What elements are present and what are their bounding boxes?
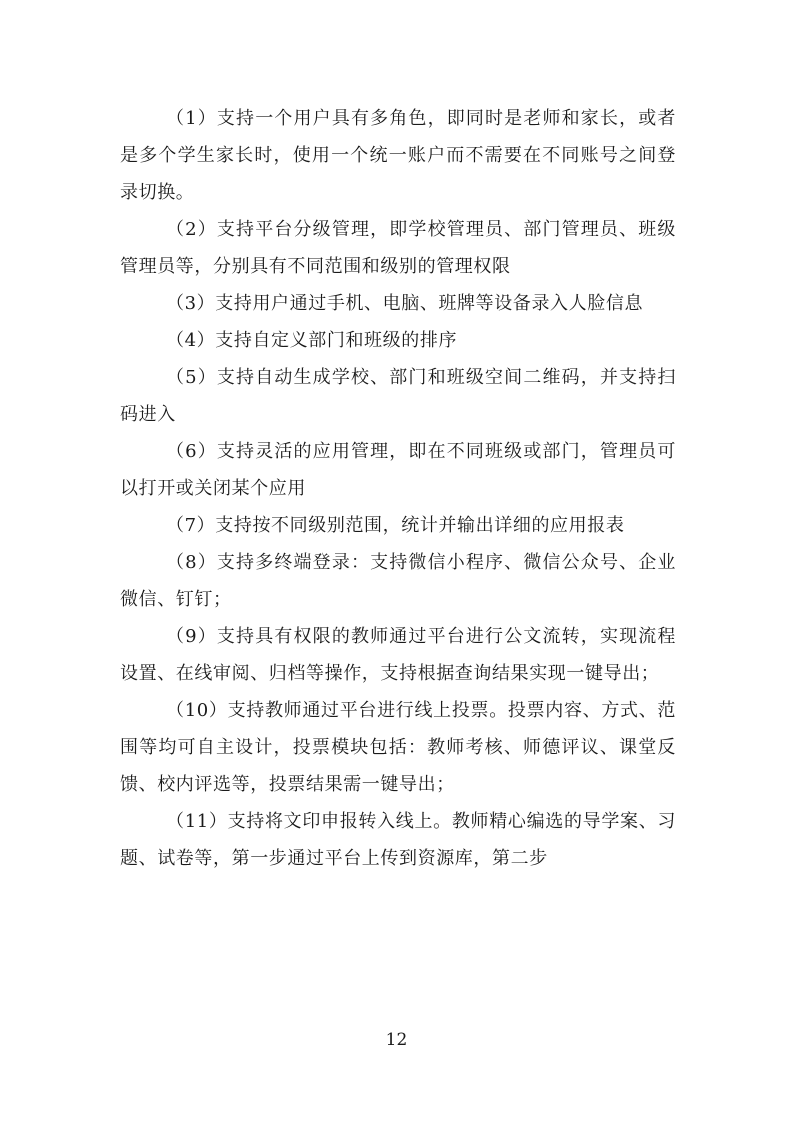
body-text: [120, 100, 676, 877]
paragraph-1: （1）支持一个用户具有多角色，即同时是老师和家长，或者是多个学生家长时，使用一个统一账户而不需要在不同账号之间登录切换。: [120, 108, 676, 203]
paragraph-4: （4）支持自定义部门和班级的排序: [166, 330, 458, 351]
paragraph-10: （10）支持教师通过平台进行线上投票。投票内容、方式、范围等均可自主设计，投票模块包括：教师考核、师德评议、课堂反馈、校内评选等，投票结果需一键导出；: [120, 700, 676, 795]
paragraph-5: （5）支持自动生成学校、部门和班级空间二维码，并支持扫码进入: [120, 367, 676, 425]
paragraph-7: （7）支持按不同级别范围，统计并输出详细的应用报表: [166, 515, 625, 536]
paragraph-3: （3）支持用户通过手机、电脑、班牌等设备录入人脸信息: [166, 293, 644, 314]
paragraph-2: （2）支持平台分级管理，即学校管理员、部门管理员、班级管理员等，分别具有不同范围和级别的管理权限: [120, 219, 676, 277]
paragraph-8: （8）支持多终端登录：支持微信小程序、微信公众号、企业微信、钉钉；: [120, 552, 676, 610]
paragraph-11: （11）支持将文印申报转入线上。教师精心编选的导学案、习题、试卷等，第一步通过平台上传到资源库，第二步: [120, 811, 676, 869]
page-number: 12: [385, 1030, 408, 1050]
paragraph-9: （9）支持具有权限的教师通过平台进行公文流转，实现流程设置、在线审阅、归档等操作，支持根据查询结果实现一键导出；: [120, 626, 676, 684]
paragraph-6: （6）支持灵活的应用管理，即在不同班级或部门，管理员可以打开或关闭某个应用: [120, 441, 676, 499]
